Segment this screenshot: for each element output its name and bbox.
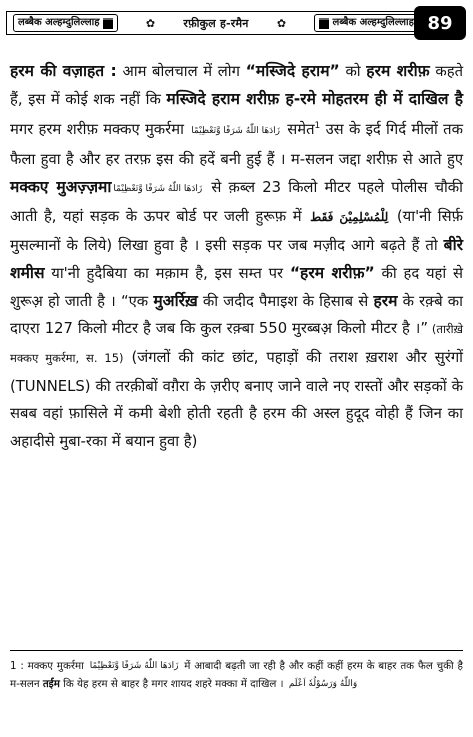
arabic-honorific: زَادَهَا اللّٰهُ شَرَفًا وَّتَعْظِيْمًا	[191, 126, 280, 137]
main-text	[10, 58, 463, 456]
footnote	[10, 657, 463, 693]
text-run: या'नी हुदैबिया का मक़ाम है, इस सम्त पर	[44, 264, 290, 282]
footnote-text	[10, 657, 463, 693]
bold-term: “मस्जिदे हराम”	[245, 62, 340, 80]
bold-term: बीरे शमीस	[10, 236, 463, 282]
bold-term: मक्कए मुअज़्ज़मा	[10, 177, 112, 196]
brand-right-label: लब्बैक अल्हम्दुलिल्लाह	[332, 17, 414, 28]
text-run: (या'नी सिर्फ़ मुसल्मानों के लिये) लिखा हुवा है । इसी सड़क पर जब मज़ीद आगे बढ़ते हैं तो	[10, 208, 463, 255]
text-run: आम बोलचाल में लोग	[116, 63, 246, 80]
page-header	[6, 6, 466, 44]
bold-term: हरम	[373, 291, 398, 310]
arabic-closing: وَاللّٰهُ وَرَسُوْلُهٗ اَعْلَم	[288, 679, 358, 689]
arabic-sign-text: لِلْمُسْلِمِيْنَ فَقَط	[310, 210, 389, 225]
text-run: से क़ब्ल 23 किलो मीटर पहले पोलीस चौकी आती है, यहां सड़क के ऊपर बोर्ड पर जली हुरूफ़ में	[10, 178, 463, 226]
bold-term: हरम शरीफ़	[366, 62, 430, 80]
footnote-ref[interactable]: 1	[314, 121, 321, 132]
footnote-divider	[10, 650, 463, 651]
text-run: की जदीद पैमाइश के हिसाब से	[197, 292, 374, 310]
text-run: (जंगलों की कांट छांट, पहाड़ों की तराश ख़राश और सुरंगों (TUNNELS) की तरक़ीबों वग़ैरा के ज़रीए बनाए जाने वाले नए रास्तों और सड़कों के सबब वहां फ़ासिले में कमी बेशी होती रहती है हरम की अस्ल हुदूद वोही हैं जिन का अहादीसे मुबा-रका में बयान हुवा है)	[10, 348, 463, 451]
text-run: मगर हरम शरीफ़ मक्कए मुकर्रमा	[10, 121, 190, 139]
kaaba-icon	[103, 18, 113, 29]
text-run: समेत	[281, 121, 315, 139]
text-run: उस के इर्द गिर्द मीलों तक फैला हुवा है और हर तरफ़ इस की हदें बनी हुई हैं । म-सलन जद्दा शरीफ़ से आते हुए	[10, 121, 463, 169]
page-number: 89	[414, 6, 466, 40]
text-run: में आबादी बढ़ती जा रही है और कहीं कहीं हरम के बाहर तक फैल चुकी है म-सलन	[10, 660, 463, 690]
bold-term: “हरम शरीफ़”	[289, 263, 375, 282]
text-run: 1 : मक्कए मुकर्रमा	[10, 660, 88, 672]
brand-badge-left	[13, 14, 118, 32]
arabic-honorific: زَادَهَا اللّٰهُ شَرَفًا وَّتَعْظِيْمًا	[113, 183, 203, 194]
text-run: को	[339, 63, 367, 80]
arabic-honorific: زَادَهَا اللّٰهُ شَرَفًا وَّتَعْظِيْمًا	[89, 661, 179, 671]
ornament-right-icon: ✿	[276, 16, 287, 30]
running-title: रफ़ीकुल ह-रमैन	[183, 16, 249, 30]
brand-left-label: लब्बैक अल्हम्दुलिल्लाह	[18, 17, 100, 28]
text-run: की हद यहां से शुरूअ़ हो जाती है । “एक	[10, 264, 463, 310]
citation: (तारीख़े मक्कए मुकर्रमा, स. 15)	[10, 322, 464, 365]
ornament-left-icon: ✿	[145, 16, 156, 30]
kaaba-icon	[319, 18, 329, 29]
bold-term: मुअर्रिख़	[153, 291, 198, 310]
body-paragraph	[10, 58, 463, 456]
text-run: के रक़्बे का दाएरा 127 किलो मीटर है जब कि कुल रक़्बा 550 मुरब्बअ़ किलो मीटर है ।”	[10, 292, 464, 338]
section-heading: हरम की वज़ाहत :	[10, 62, 117, 80]
bold-term: मस्जिदे हराम शरीफ़ ह-रमे मोहतरम ही में दाखिल है	[166, 89, 463, 108]
text-run: कि येह हरम से बाहर है मगर शायद शहरे मक्का में दाखिल ।	[59, 678, 284, 690]
brand-badge-right	[314, 14, 419, 32]
text-run: कहते हैं, इस में कोई शक नहीं कि	[10, 63, 464, 108]
header-bar	[6, 11, 426, 35]
bold-term: तर्ईम	[42, 678, 60, 690]
